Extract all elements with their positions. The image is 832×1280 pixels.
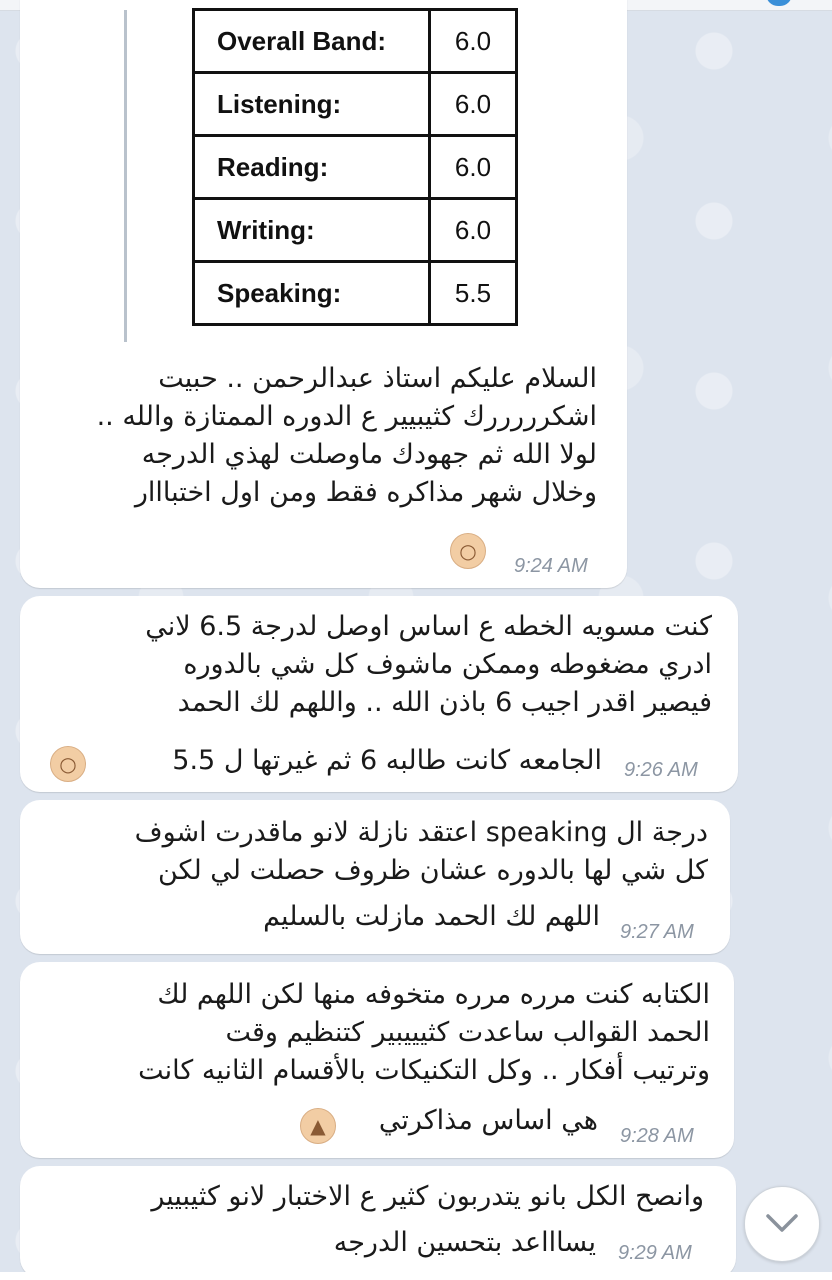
- score-row: [194, 262, 517, 325]
- score-value: 6.0: [430, 136, 517, 199]
- score-label: Reading:: [194, 136, 430, 199]
- message-line: ادري مضغوطه وممكن ماشوف كل شي بالدوره: [183, 649, 712, 680]
- score-row: [194, 10, 517, 73]
- message-line: درجة ال speaking اعتقد نازلة لانو ماقدرت اشوف: [134, 817, 708, 848]
- message-time: 9:29 AM: [618, 1242, 692, 1264]
- message-line: وترتيب أفكار .. وكل التكنيكات بالأقسام الثانيه كانت: [138, 1055, 710, 1086]
- message-bubble-3[interactable]: [20, 800, 730, 954]
- image-divider: [124, 10, 127, 342]
- message-bubble-4[interactable]: [20, 962, 734, 1158]
- message-line: كل شي لها بالدوره عشان ظروف حصلت لي لكن: [158, 855, 708, 886]
- message-bubble-2[interactable]: [20, 596, 738, 792]
- header-button-edge[interactable]: [766, 0, 792, 6]
- ok-hand-icon: ○: [50, 746, 86, 782]
- input-bar-edge: [0, 1272, 832, 1280]
- message-time: 9:26 AM: [624, 759, 698, 781]
- message-line: وخلال شهر مذاكره فقط ومن اول اختبااار: [134, 477, 597, 508]
- score-row: [194, 136, 517, 199]
- score-value: 6.0: [430, 73, 517, 136]
- chevron-down-icon: [762, 1204, 802, 1244]
- message-time: 9:28 AM: [620, 1125, 694, 1147]
- message-line: كنت مسويه الخطه ع اساس اوصل لدرجة 6.5 لاني: [145, 611, 712, 642]
- score-value: 5.5: [430, 262, 517, 325]
- score-label: Speaking:: [194, 262, 430, 325]
- message-line: الجامعه كانت طالبه 6 ثم غيرتها ل 5.5: [172, 745, 602, 776]
- message-time: 9:27 AM: [620, 921, 694, 943]
- message-line: الحمد القوالب ساعدت كثيييبير كتنظيم وقت: [225, 1017, 710, 1048]
- thumbs-up-icon: ▲: [300, 1108, 336, 1144]
- score-value: 6.0: [430, 10, 517, 73]
- message-bubble-1[interactable]: [20, 0, 627, 588]
- message-bubble-5[interactable]: [20, 1166, 736, 1278]
- message-line: الكتابه كنت مرره مرره متخوفه منها لكن اللهم لك: [157, 979, 710, 1010]
- score-table: [192, 8, 518, 326]
- message-time: 9:24 AM: [514, 555, 588, 577]
- score-label: Writing:: [194, 199, 430, 262]
- message-line: اللهم لك الحمد مازلت بالسليم: [263, 901, 600, 932]
- message-line: اشكرررررك كثيبيير ع الدوره الممتازة والله ..: [96, 401, 597, 432]
- message-line: لولا الله ثم جهودك ماوصلت لهذي الدرجه: [141, 439, 597, 470]
- message-line: فيصير اقدر اجيب 6 باذن الله .. واللهم لك الحمد: [177, 687, 712, 718]
- message-line: السلام عليكم استاذ عبدالرحمن .. حبيت: [158, 363, 597, 394]
- score-label: Overall Band:: [194, 10, 430, 73]
- ok-hand-icon: ○: [450, 533, 486, 569]
- score-value: 6.0: [430, 199, 517, 262]
- score-row: [194, 199, 517, 262]
- score-row: [194, 73, 517, 136]
- message-line: وانصح الكل بانو يتدربون كثير ع الاختبار لانو كثيبيير: [151, 1181, 704, 1212]
- message-line: هي اساس مذاكرتي: [378, 1105, 598, 1136]
- score-label: Listening:: [194, 73, 430, 136]
- scroll-down-button[interactable]: [744, 1186, 820, 1262]
- message-line: يساااعد بتحسين الدرجه: [333, 1227, 596, 1258]
